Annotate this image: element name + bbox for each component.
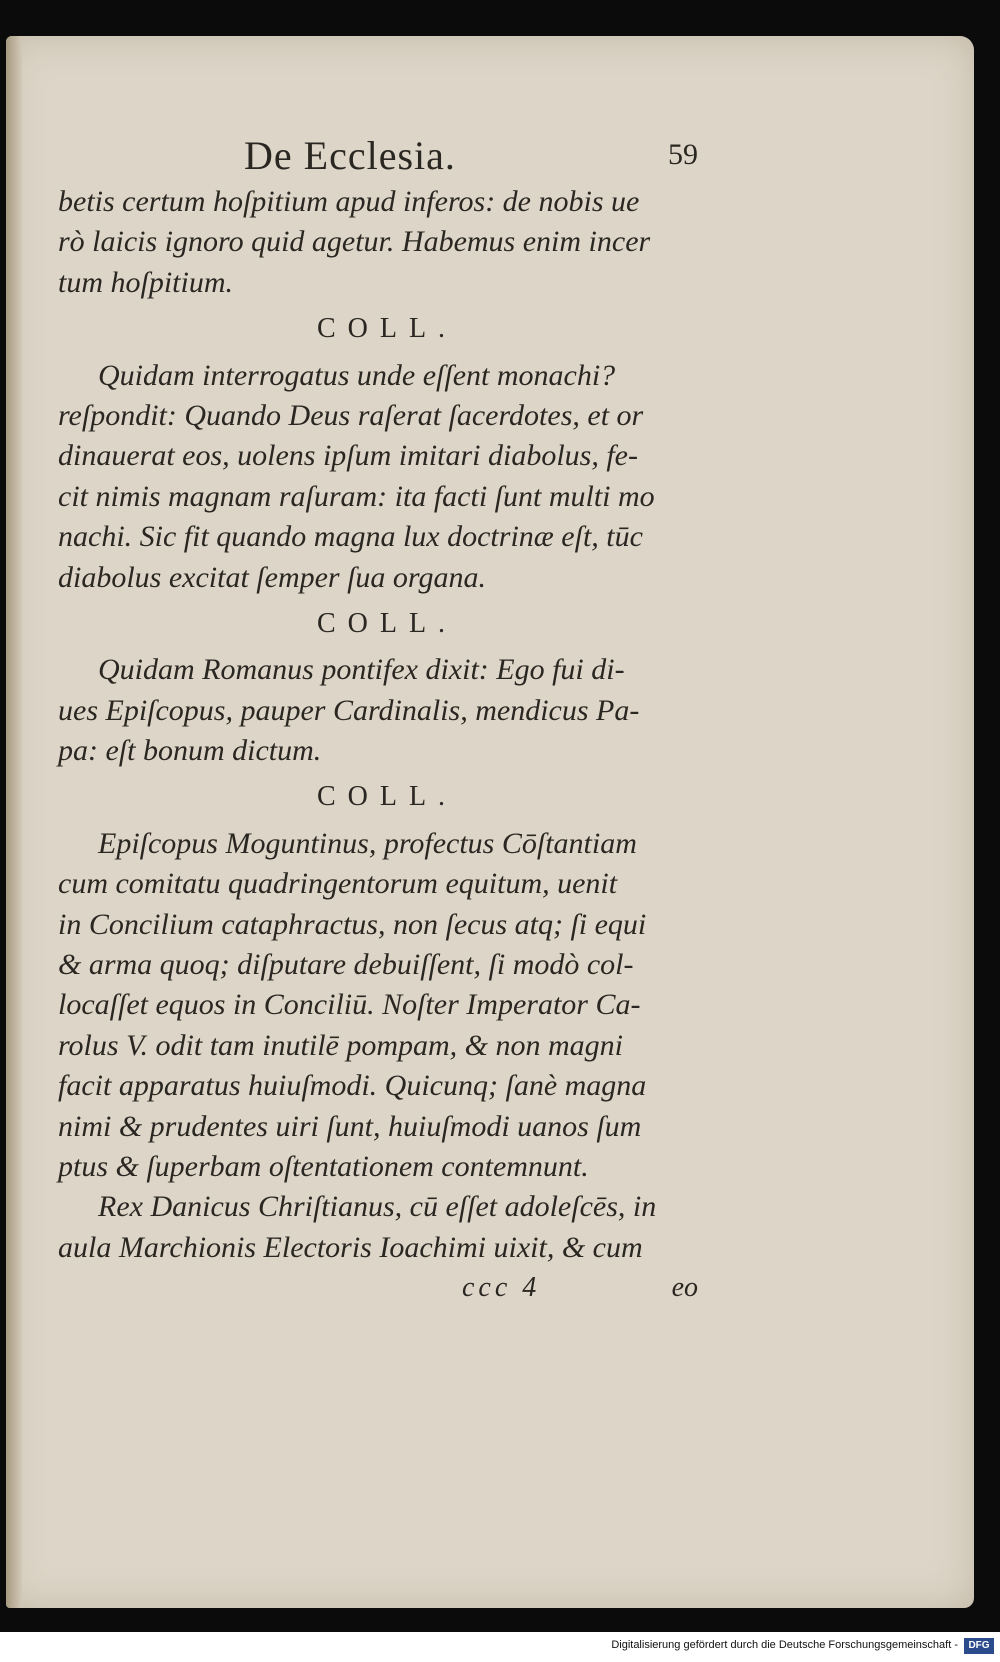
text-line: Quidam interrogatus unde eſſent monachi? xyxy=(98,358,616,392)
page-header xyxy=(58,132,698,182)
text-line: pa: eſt bonum dictum. xyxy=(58,734,322,768)
text-line: betis certum hoſpitium apud inferos: de nobis ue xyxy=(58,185,640,218)
text-line: facit apparatus huiuſmodi. Quicunq; ſanè magna xyxy=(58,1069,647,1103)
text-line: cit nimis magnam raſuram: ita facti ſunt multi mo xyxy=(58,479,655,513)
text-line: nimi & prudentes uiri ſunt, huiuſmodi uanos ſum xyxy=(58,1109,642,1143)
page-number: 59 xyxy=(668,138,698,171)
footer-credit: Digitalisierung gefördert durch die Deutsche Forschungsgemeinschaft - xyxy=(611,1639,958,1651)
signature-mark: ccc 4 xyxy=(462,1272,541,1304)
text-line: aula Marchionis Electoris Ioachimi uixit, & cum xyxy=(58,1230,643,1264)
text-line: Epiſcopus Moguntinus, profectus Cōſtantiam xyxy=(98,826,637,860)
text-line: cum comitatu quadringentorum equitum, uenit xyxy=(58,867,618,901)
text-line: in Concilium cataphractus, non ſecus atq; ſi equi xyxy=(58,907,647,941)
section-heading: COLL. xyxy=(316,313,458,345)
section-heading: COLL. xyxy=(316,607,458,639)
text-line: diabolus excitat ſemper ſua organa. xyxy=(58,560,486,594)
catchword: eo xyxy=(671,1272,698,1304)
signature-row xyxy=(58,1272,698,1316)
text-line: rolus V. odit tam inutilē pompam, & non magni xyxy=(58,1028,624,1062)
text-line: ues Epiſcopus, pauper Cardinalis, mendicus Pa- xyxy=(58,693,640,727)
text-line: locaſſet equos in Conciliū. Noſter Imperator Ca- xyxy=(58,988,641,1022)
book-page xyxy=(6,36,974,1608)
text-line: & arma quoq; diſputare debuiſſent, ſi modò col- xyxy=(58,948,634,982)
text-line: nachi. Sic fit quando magna lux doctrinæ eſt, tūc xyxy=(58,520,643,554)
text-line: reſpondit: Quando Deus raſerat ſacerdotes, et or xyxy=(58,398,644,432)
text-line: Rex Danicus Chriſtianus, cū eſſet adoleſcēs, in xyxy=(98,1190,657,1224)
page-gutter-edge xyxy=(6,36,22,1608)
text-line: Quidam Romanus pontifex dixit: Ego fui di- xyxy=(98,653,625,687)
digitization-footer xyxy=(0,1632,1000,1662)
text-block xyxy=(58,132,698,1316)
text-line: rò laicis ignoro quid agetur. Habemus enim incer xyxy=(58,225,651,259)
text-line: ptus & ſuperbam oſtentationem contemnunt. xyxy=(58,1149,589,1183)
dfg-logo: DFG xyxy=(964,1638,994,1654)
running-title: De Ecclesia. xyxy=(244,133,456,178)
text-line: tum hoſpitium. xyxy=(58,265,234,299)
section-heading: COLL. xyxy=(316,781,458,813)
body-lines xyxy=(58,182,698,1268)
text-line: dinauerat eos, uolens ipſum imitari diabolus, fe- xyxy=(58,439,638,473)
